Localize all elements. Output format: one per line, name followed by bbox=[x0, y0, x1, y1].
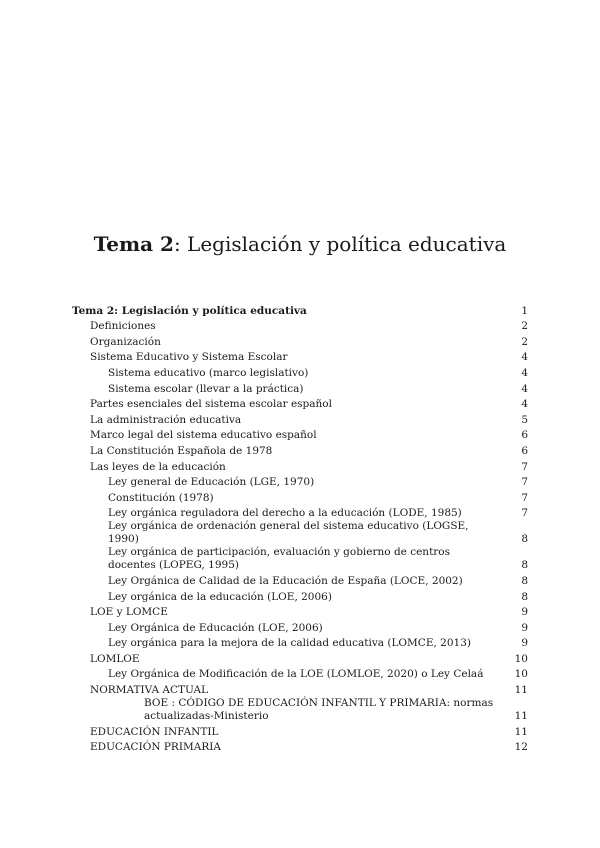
toc-entry-page: 7 bbox=[521, 460, 528, 473]
toc-entry[interactable] bbox=[72, 572, 528, 588]
toc-entry-page: 9 bbox=[521, 621, 528, 634]
toc-entry[interactable] bbox=[72, 520, 528, 546]
toc-entry-page: 9 bbox=[521, 637, 528, 650]
toc-entry-label: La administración educativa bbox=[90, 413, 242, 426]
toc-entry[interactable] bbox=[72, 619, 528, 635]
toc-entry-label: Organización bbox=[90, 335, 161, 348]
toc-entry[interactable] bbox=[72, 318, 528, 334]
toc-entry[interactable] bbox=[72, 635, 528, 651]
toc-entry-label: La Constitución Española de 1978 bbox=[90, 444, 273, 457]
toc-entry-label: Sistema escolar (llevar a la práctica) bbox=[108, 382, 304, 395]
toc-entry[interactable] bbox=[72, 427, 528, 443]
toc-entry-label: Ley orgánica de la educación (LOE, 2006) bbox=[108, 590, 332, 603]
toc-entry-label: Sistema educativo (marco legislativo) bbox=[108, 366, 309, 379]
toc-entry-page: 11 bbox=[514, 710, 528, 723]
toc-entry[interactable] bbox=[72, 442, 528, 458]
toc-entry[interactable] bbox=[72, 588, 528, 604]
toc-entry-label: EDUCACIÓN INFANTIL bbox=[90, 725, 219, 738]
toc-entry-page: 4 bbox=[521, 398, 528, 411]
toc-entry-label: Ley general de Educación (LGE, 1970) bbox=[108, 476, 315, 489]
toc-entry-page: 9 bbox=[521, 606, 528, 619]
toc-entry-page: 4 bbox=[521, 366, 528, 379]
toc-entry-label: Ley Orgánica de Calidad de la Educación de España (LOCE, 2002) bbox=[108, 574, 463, 587]
toc-entry-label: Las leyes de la educación bbox=[90, 460, 226, 473]
toc-entry-page: 6 bbox=[521, 429, 528, 442]
toc-entry-page: 8 bbox=[521, 559, 528, 572]
toc-entry-label: Ley orgánica de ordenación general del sistema educativo (LOGSE, 1990) bbox=[108, 520, 469, 546]
toc-entry[interactable] bbox=[72, 739, 528, 755]
toc-entry[interactable] bbox=[72, 697, 528, 723]
toc-entry-page: 7 bbox=[521, 491, 528, 504]
toc-entry[interactable] bbox=[72, 505, 528, 521]
toc-entry-page: 4 bbox=[521, 382, 528, 395]
toc-entry[interactable] bbox=[72, 396, 528, 412]
toc-entry-label: BOE : CÓDIGO DE EDUCACIÓN INFANTIL Y PRIMARIA: normas actualizadas-Ministerio bbox=[144, 697, 494, 723]
toc-entry-page: 5 bbox=[521, 413, 528, 426]
toc-entry-label: Ley Orgánica de Modificación de la LOE (LOMLOE, 2020) o Ley Celaá bbox=[108, 668, 484, 681]
toc-entry-page: 4 bbox=[521, 351, 528, 364]
toc-entry[interactable] bbox=[72, 474, 528, 490]
toc-entry-page: 6 bbox=[521, 444, 528, 457]
toc-entry[interactable] bbox=[72, 349, 528, 365]
toc-entry-label: LOMLOE bbox=[90, 652, 140, 665]
toc-entry-label: Tema 2: Legislación y política educativa bbox=[72, 304, 307, 317]
toc-entry[interactable] bbox=[72, 489, 528, 505]
toc-entry[interactable] bbox=[72, 364, 528, 380]
toc-entry-page: 2 bbox=[521, 320, 528, 333]
toc-entry-label: EDUCACIÓN PRIMARIA bbox=[90, 741, 221, 754]
toc-entry-label: Ley orgánica para la mejora de la calidad educativa (LOMCE, 2013) bbox=[108, 637, 471, 650]
toc-entry-page: 12 bbox=[514, 741, 528, 754]
toc-entry[interactable] bbox=[72, 302, 528, 318]
toc-entry-page: 8 bbox=[521, 574, 528, 587]
toc-entry[interactable] bbox=[72, 604, 528, 620]
toc-entry-page: 8 bbox=[521, 533, 528, 546]
toc-entry-page: 10 bbox=[514, 668, 528, 681]
toc-entry-page: 8 bbox=[521, 590, 528, 603]
page-title bbox=[0, 230, 600, 258]
toc-entry-label: Sistema Educativo y Sistema Escolar bbox=[90, 351, 288, 364]
toc-entry-label: Definiciones bbox=[90, 320, 156, 333]
toc-entry-label: NORMATIVA ACTUAL bbox=[90, 684, 209, 697]
toc-entry-page: 11 bbox=[514, 684, 528, 697]
toc-entry[interactable] bbox=[72, 380, 528, 396]
toc-entry-label: Ley orgánica de participación, evaluación y gobierno de centros docentes (LOPEG, 1995) bbox=[108, 546, 451, 572]
toc-entry-page: 7 bbox=[521, 507, 528, 520]
toc-entry-label: Partes esenciales del sistema escolar español bbox=[90, 398, 332, 411]
toc-entry-label: LOE y LOMCE bbox=[90, 606, 168, 619]
toc-entry[interactable] bbox=[72, 546, 528, 572]
toc-entry-page: 2 bbox=[521, 335, 528, 348]
table-of-contents bbox=[72, 302, 528, 754]
toc-entry[interactable] bbox=[72, 723, 528, 739]
toc-entry-page: 10 bbox=[514, 652, 528, 665]
toc-entry[interactable] bbox=[72, 333, 528, 349]
toc-entry[interactable] bbox=[72, 458, 528, 474]
toc-entry[interactable] bbox=[72, 650, 528, 666]
toc-entry[interactable] bbox=[72, 681, 528, 697]
toc-entry-label: Ley Orgánica de Educación (LOE, 2006) bbox=[108, 621, 323, 634]
page-title-rest: : Legislación y política educativa bbox=[173, 232, 507, 256]
toc-entry[interactable] bbox=[72, 666, 528, 682]
toc-entry-page: 7 bbox=[521, 476, 528, 489]
page-title-bold: Tema 2 bbox=[93, 232, 174, 256]
toc-entry-label: Ley orgánica reguladora del derecho a la educación (LODE, 1985) bbox=[108, 507, 462, 520]
toc-entry-page: 11 bbox=[514, 725, 528, 738]
toc-entry-label: Marco legal del sistema educativo español bbox=[90, 429, 317, 442]
toc-entry[interactable] bbox=[72, 411, 528, 427]
toc-entry-page: 1 bbox=[521, 304, 528, 317]
toc-entry-label: Constitución (1978) bbox=[108, 491, 214, 504]
